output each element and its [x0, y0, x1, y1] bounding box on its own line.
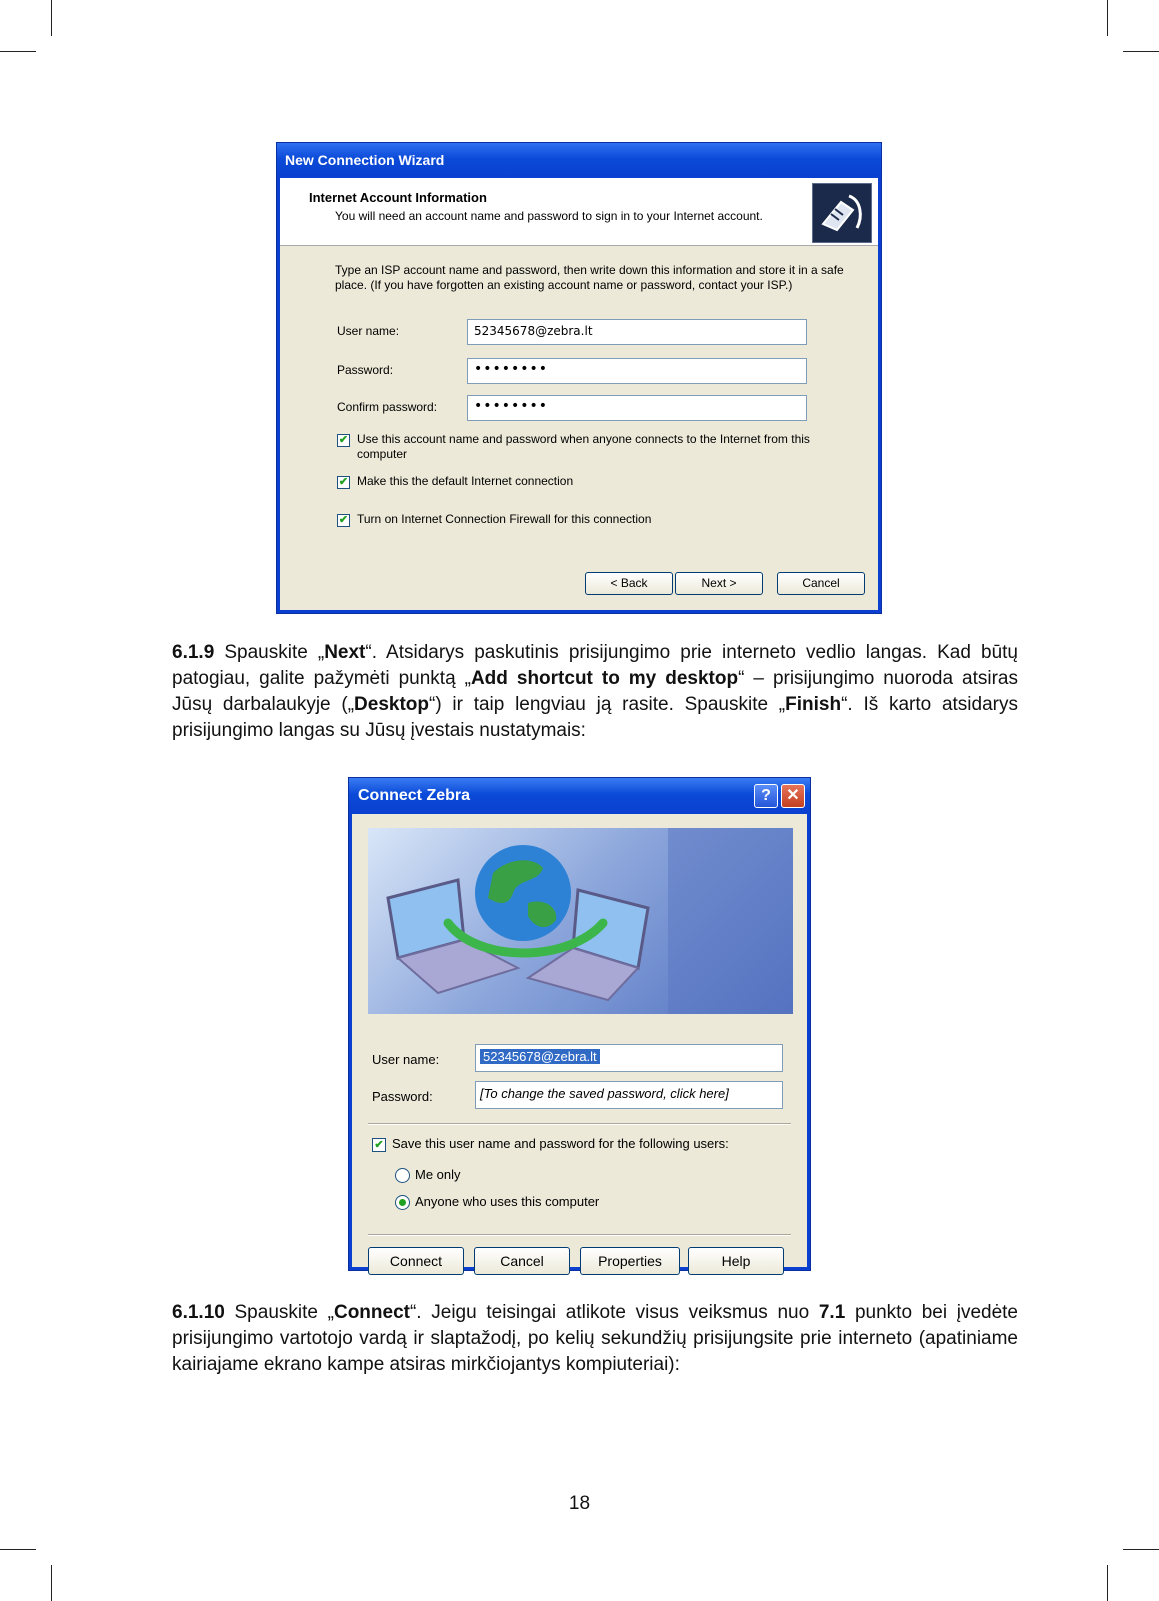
use-account-label: Use this account name and password when anyone connects to the Internet from this computer — [357, 432, 810, 461]
anyone-radio[interactable] — [395, 1195, 410, 1210]
save-credentials-label: Save this user name and password for the following users: — [392, 1136, 729, 1151]
wizard-title: New Connection Wizard — [277, 143, 881, 178]
paragraph-6-1-10 — [172, 1300, 1018, 1378]
connect-window — [348, 777, 811, 1271]
network-connection-icon — [812, 183, 872, 243]
bold-term: Add shortcut to my desktop — [470, 668, 739, 689]
bold-term: Finish — [785, 694, 842, 715]
password-field[interactable]: •••••••• — [467, 358, 807, 384]
crop-mark — [1123, 51, 1159, 52]
text-run: “. Jeigu teisingai atlikote visus veiksmus nuo — [409, 1302, 819, 1323]
crop-mark — [51, 1565, 52, 1601]
confirm-password-field[interactable]: •••••••• — [467, 395, 807, 421]
me-only-label: Me only — [415, 1167, 461, 1182]
page-number: 18 — [568, 1493, 591, 1514]
username-field[interactable]: 52345678@zebra.lt — [467, 319, 807, 345]
paragraph-6-1-9 — [172, 640, 1018, 744]
save-credentials-checkbox[interactable]: ✔ — [372, 1138, 386, 1152]
step-number: 6.1.10 — [172, 1302, 225, 1323]
crop-mark — [51, 0, 52, 36]
wizard-header-subtitle: You will need an account name and password to sign in to your Internet account. — [335, 209, 763, 223]
crop-mark — [1107, 1565, 1108, 1601]
back-button[interactable]: < Back — [585, 572, 673, 595]
connect-button[interactable]: Connect — [368, 1247, 464, 1275]
wizard-client — [280, 178, 878, 610]
wizard-header — [280, 178, 878, 246]
connect-password-field[interactable]: [To change the saved password, click here] — [475, 1081, 783, 1109]
text-run: punkto bei įvedėte prisijungimo vartotojo vardą ir slaptažodį, po kelių sekundžių prisijungsite prie interneto (apatiniame kairiajame ekrano kampe atsiras mirkčiojantys kompiuteriai): — [172, 1302, 1018, 1375]
firewall-label: Turn on Internet Connection Firewall for this connection — [357, 512, 652, 526]
help-title-button[interactable]: ? — [754, 784, 778, 808]
crop-mark — [1123, 1549, 1159, 1550]
bold-term: Connect — [333, 1302, 410, 1323]
connect-title: Connect Zebra — [358, 787, 471, 804]
connect-titlebar — [349, 778, 810, 814]
properties-button[interactable]: Properties — [580, 1247, 680, 1275]
selected-username-text: 52345678@zebra.lt — [480, 1049, 600, 1064]
text-run: Spauskite „ — [224, 1302, 334, 1323]
connect-password-label: Password: — [372, 1089, 433, 1104]
crop-mark — [0, 51, 36, 52]
separator — [368, 1123, 791, 1125]
crop-mark — [1107, 0, 1108, 36]
username-label: User name: — [337, 324, 400, 338]
bold-term: Desktop — [354, 694, 429, 715]
connect-username-field[interactable] — [475, 1044, 783, 1072]
me-only-radio[interactable] — [395, 1168, 410, 1183]
cancel-button[interactable]: Cancel — [777, 572, 865, 595]
text-run: “. Iš karto atsidarys prisijungimo langas su Jūsų įvestais nustatymais: — [172, 694, 1018, 741]
use-account-checkbox[interactable]: ✔ — [338, 434, 349, 446]
default-connection-checkbox[interactable]: ✔ — [338, 476, 349, 488]
bold-term: 7.1 — [818, 1302, 846, 1323]
connect-client — [352, 814, 807, 1267]
network-banner-image — [368, 828, 793, 1014]
separator — [368, 1234, 791, 1236]
wizard-window — [276, 142, 882, 614]
text-run: “) ir taip lengviau ją rasite. Spauskite „ — [429, 694, 786, 715]
wizard-intro-text: Type an ISP account name and password, then write down this information and store it in a safe place. (If you have forgotten an existing account name or password, contact your ISP.) — [335, 263, 844, 292]
step-number: 6.1.9 — [172, 642, 215, 663]
connect-cancel-button[interactable]: Cancel — [474, 1247, 570, 1275]
connect-username-label: User name: — [372, 1052, 440, 1067]
radio-selected-dot — [399, 1199, 406, 1206]
password-label: Password: — [337, 363, 394, 377]
crop-mark — [0, 1549, 36, 1550]
bold-term: Next — [324, 642, 366, 663]
default-connection-label: Make this the default Internet connection — [357, 474, 574, 488]
close-button[interactable]: ✕ — [781, 784, 805, 808]
confirm-password-label: Confirm password: — [337, 400, 438, 414]
next-button[interactable]: Next > — [675, 572, 763, 595]
text-run: “. Atsidarys paskutinis prisijungimo prie interneto vedlio langas. Kad būtų patogiau, galite pažymėti punktą „ — [172, 642, 1018, 689]
anyone-label: Anyone who uses this computer — [415, 1194, 600, 1209]
help-button[interactable]: Help — [688, 1247, 784, 1275]
text-run: Spauskite „ — [214, 642, 325, 663]
firewall-checkbox[interactable]: ✔ — [338, 514, 349, 526]
text-run: “ – prisijungimo nuoroda atsiras Jūsų darbalaukyje („ — [172, 668, 1018, 715]
wizard-header-title: Internet Account Information — [309, 190, 487, 205]
